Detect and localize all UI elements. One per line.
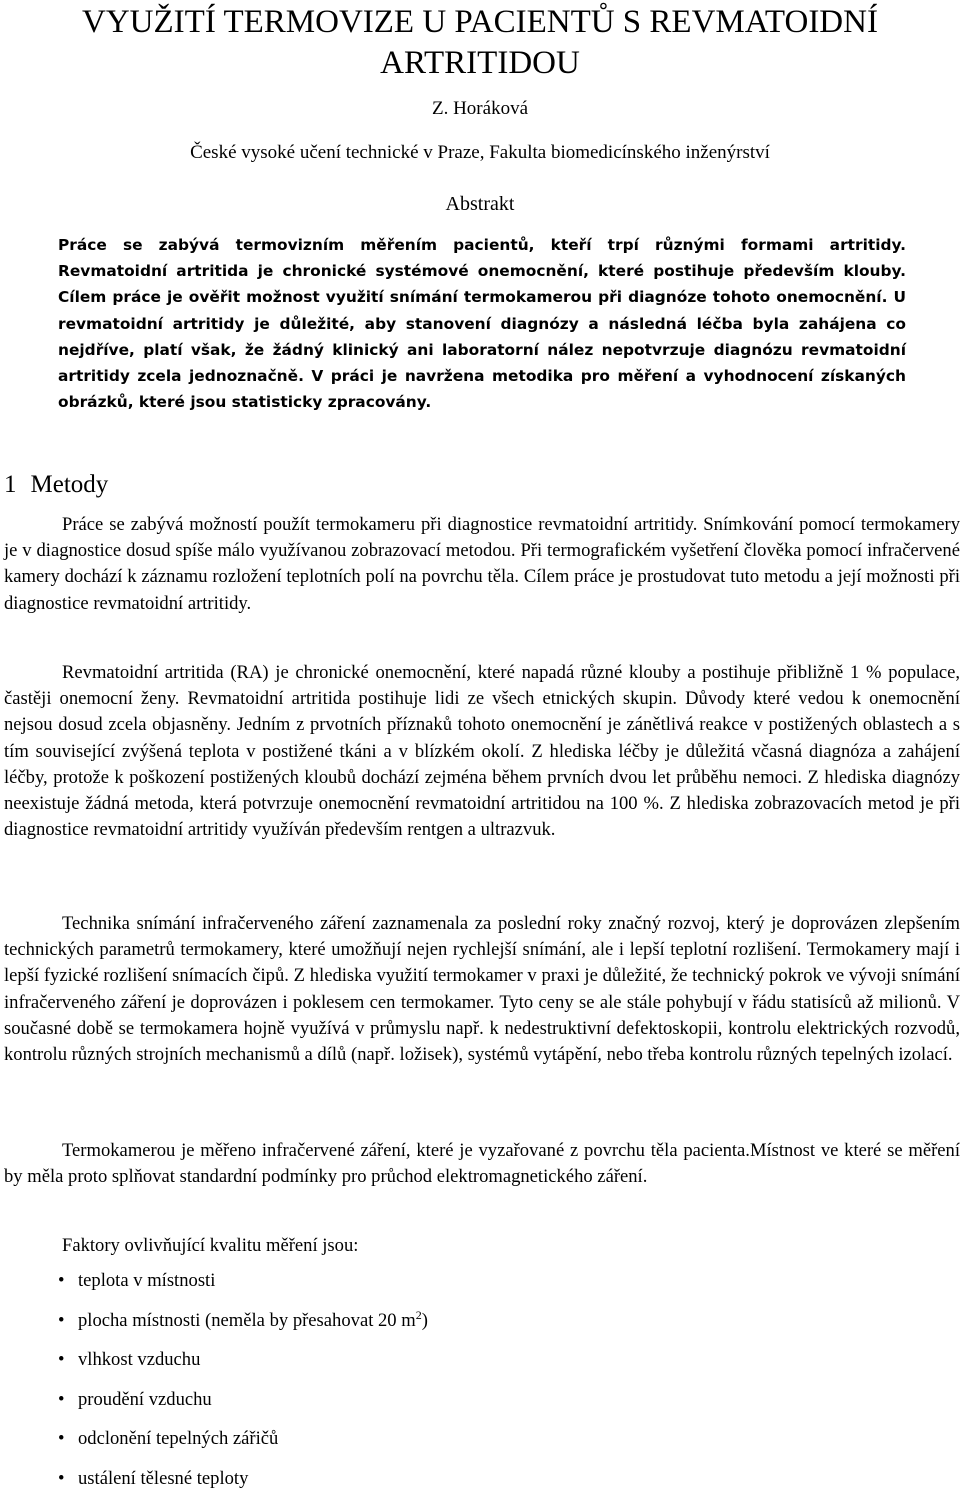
body-paragraph-4: Termokamerou je měřeno infračervené záření, které je vyzařované z povrchu těla pacienta.Místnost ve které se měření by měla proto splňovat standardní podmínky pro průchod elektromagnetického záření. [4, 1140, 960, 1188]
section-title: Metody [30, 471, 109, 498]
list-item-text: vlhkost vzduchu [78, 1349, 201, 1371]
paper-title: VYUŽITÍ TERMOVIZE U PACIENTŮ S REVMATOIDNÍ ARTRITIDOU [82, 4, 878, 81]
list-item-text: proudění vzduchu [78, 1388, 212, 1410]
bullet-icon: • [58, 1428, 65, 1450]
body-paragraph-3: Technika snímání infračerveného záření zaznamenala za poslední roky značný rozvoj, který je doprovázen zlepšením technických parametrů termokamery, které umožňují nejen rychlejší snímání, ale i lepší teplotní rozlišení. Termokamery mají i lepší fyzické rozlišení snímacích čipů. Z hlediska využití termokamer v praxi je důležité, že technický pokrok ve vývoji snímání infračerveného záření je doprovázen i poklesem cen termokamer. Tyto ceny se ale stále pohybují v řádu statisíců až milionů. V současné době se termokamera hojně využívá v průmyslu např. k nedestruktivní defektoskopii, kontrolu elektrických rozvodů, kontrolu různých strojních mechanismů a dílů (např. ložisek), systémů vytápění, nebo třeba kontrolu různých tepelných izolací. [4, 913, 960, 1066]
body-paragraph-1: Práce se zabývá možností použít termokameru při diagnostice revmatoidní artritidy. Snímkování pomocí termokamery je v diagnostice dosud spíše málo využívanou zobrazovací metodou. Při termografickém vyšetření člověka pomocí infračervené kamery dochází k záznamu rozložení teplotních polí na povrchu těla. Cílem práce je prostudovat tuto metodu a její možnosti při diagnostice revmatoidní artritidy. [4, 514, 960, 614]
paper-author: Z. Horáková [431, 98, 529, 119]
list-item-text: odclonění tepelných zářičů [78, 1428, 279, 1450]
list-item [54, 1387, 428, 1427]
bullet-icon: • [58, 1388, 65, 1410]
list-item-text: ustálení tělesné teploty [78, 1467, 249, 1489]
abstract-text: Práce se zabývá termovizním měřením pacientů, kteří trpí různými formami artritidy. Revmatoidní artritida je chronické systémové onemocnění, které postihuje především klouby. Cílem práce je ověřit možnost využití snímání termokamerou při diagnóze tohoto onemocnění. U revmatoidní artritidy je důležité, aby stanovení diagnózy a následná léčba byla zahájena co nejdříve, platí však, že žádný klinický ani laboratorní nález nepotvrzuje diagnózu revmatoidní artritidy zcela jednoznačně. V práci je navržena metodika pro měření a vyhodnocení získaných obrázků, které jsou statisticky zpracovány. [58, 236, 906, 412]
list-item [54, 1466, 428, 1506]
list-item [54, 1308, 428, 1348]
list-item-suffix: ) [421, 1309, 428, 1331]
section-heading [4, 469, 108, 501]
superscript: 2 [415, 1307, 422, 1322]
bullet-icon: • [58, 1270, 65, 1291]
list-item [54, 1268, 428, 1308]
bullet-icon: • [58, 1349, 65, 1371]
paper-affiliation: České vysoké učení technické v Praze, Fakulta biomedicínského inženýrství [190, 142, 770, 163]
body-paragraph-2: Revmatoidní artritida (RA) je chronické onemocnění, které napadá různé klouby a postihuje přibližně 1 % populace, častěji onemocní ženy. Revmatoidní artritida postihuje lidi ze všech etnických skupin. Důvody které vedou k onemocnění nejsou dosud zcela objasněny. Jedním z prvotních příznaků tohoto onemocnění je zánětlivá reakce v postižených oblastech a s tím související zvýšená teplota v postižené tkáni a v blízkém okolí. Z hlediska léčby je důležitá včasná diagnóza a zahájení léčby, protože k poškození postižených kloubů dochází zejména během prvních dvou let průběhu nemoci. Z hlediska diagnózy neexistuje žádná metoda, která potvrzuje onemocnění revmatoidní artritidou na 100 %. Z hlediska zobrazovacích metod je při diagnostice revmatoidní artritidy využíván především rentgen a ultrazvuk. [4, 662, 960, 841]
list-item [54, 1426, 428, 1466]
section-number: 1 [4, 471, 17, 498]
factors-intro: Faktory ovlivňující kvalitu měření jsou: [62, 1235, 359, 1256]
bullet-icon: • [58, 1467, 65, 1489]
list-item-text: plocha místnosti (neměla by přesahovat 20 m [78, 1309, 416, 1331]
bullet-icon: • [58, 1309, 65, 1331]
factors-list [54, 1268, 428, 1506]
list-item-text: teplota v místnosti [78, 1270, 216, 1291]
abstract-heading: Abstrakt [445, 193, 515, 215]
list-item [54, 1347, 428, 1387]
